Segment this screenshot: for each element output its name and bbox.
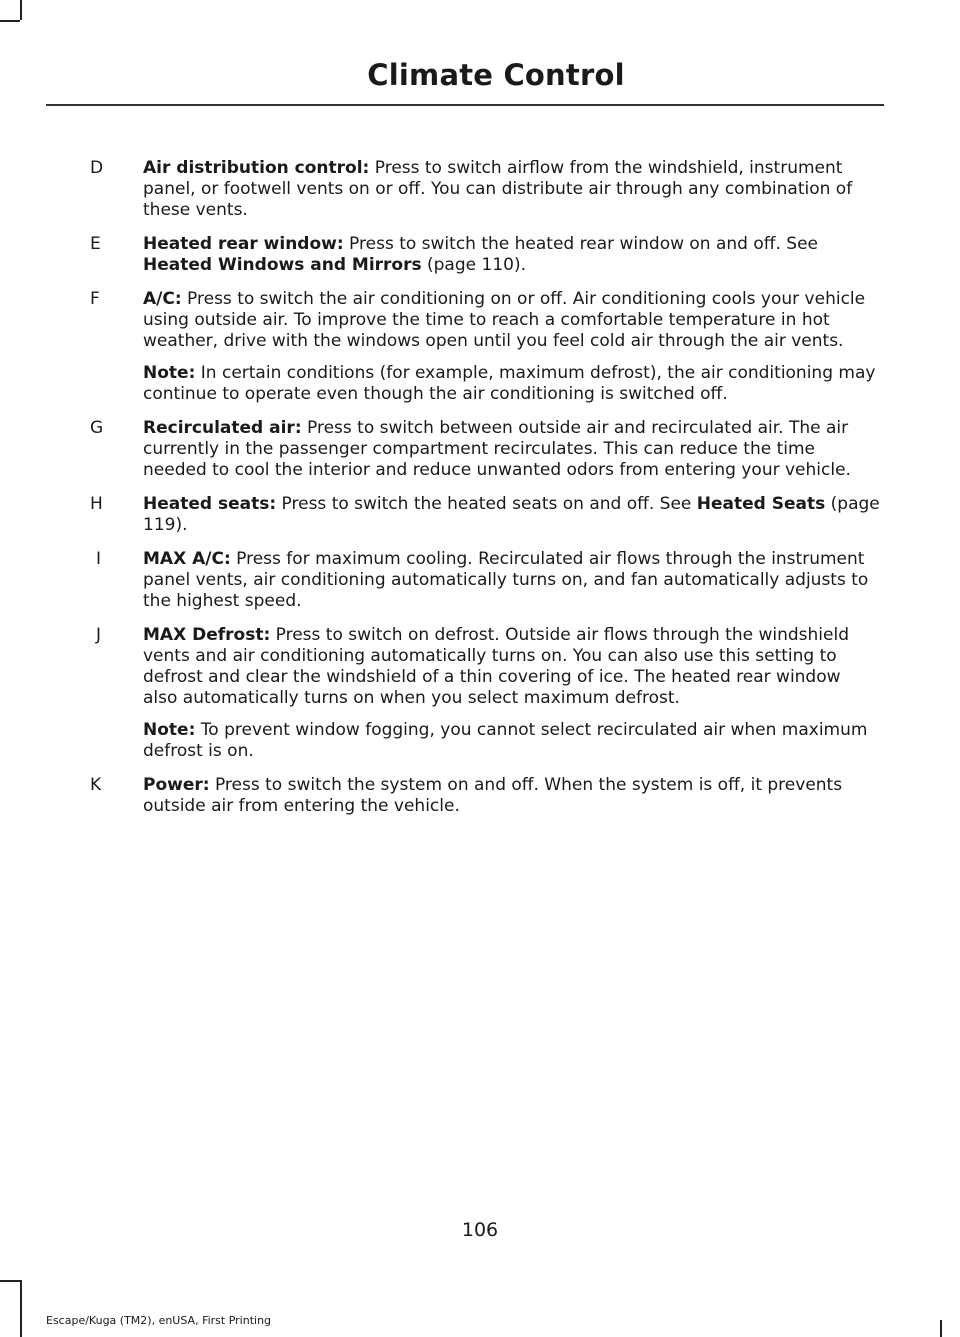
item-body bbox=[143, 625, 880, 762]
page-reference: (page 110). bbox=[421, 255, 526, 275]
crop-mark-top-left-v bbox=[20, 0, 22, 20]
page-reference: (page 119). bbox=[143, 494, 880, 535]
item-body bbox=[143, 158, 880, 221]
item-text: Press to switch the air conditioning on or off. Air conditioning cools your vehicle using outside air. To improve the time to reach a comfortable temperature in hot weather, drive with the windows open until you feel cold air through the air vents. bbox=[143, 289, 866, 351]
page-title: Climate Control bbox=[367, 58, 625, 92]
item-term: Heated rear window: bbox=[143, 234, 344, 254]
note-label: Note: bbox=[143, 720, 196, 740]
page-number: 106 bbox=[461, 1219, 499, 1241]
list-item bbox=[90, 158, 880, 221]
list-item bbox=[90, 234, 880, 276]
header-divider bbox=[46, 104, 884, 106]
item-term: MAX A/C: bbox=[143, 549, 231, 569]
item-letter: E bbox=[90, 234, 101, 254]
footer-text: Escape/Kuga (TM2), enUSA, First Printing bbox=[46, 1314, 272, 1327]
item-letter: I bbox=[96, 549, 102, 569]
item-body bbox=[143, 494, 880, 536]
list-item bbox=[90, 549, 880, 612]
item-letter: F bbox=[90, 289, 100, 309]
note-text: To prevent window fogging, you cannot select recirculated air when maximum defrost is on. bbox=[143, 720, 868, 761]
item-body bbox=[143, 289, 880, 405]
list-item bbox=[90, 775, 880, 817]
cross-reference-link[interactable]: Heated Windows and Mirrors bbox=[143, 255, 422, 275]
item-body bbox=[143, 549, 880, 612]
item-text: Press to switch airflow from the windshield, instrument panel, or footwell vents on or off. You can distribute air through any combination of these vents. bbox=[143, 158, 853, 220]
item-body bbox=[143, 418, 880, 481]
item-body bbox=[143, 775, 880, 817]
item-text: Press to switch on defrost. Outside air flows through the windshield vents and air conditioning automatically turns on. You can also use this setting to defrost and clear the windshield of a thin covering of ice. The heated rear window also automatically turns on when you select maximum defrost. bbox=[143, 625, 849, 708]
item-text: Press to switch between outside air and recirculated air. The air currently in the passenger compartment recirculates. This can reduce the time needed to cool the interior and reduce unwanted odors from entering your vehicle. bbox=[143, 418, 851, 480]
list-item bbox=[90, 289, 880, 405]
item-body bbox=[143, 234, 880, 276]
crop-mark-bottom-left-v bbox=[20, 1280, 22, 1337]
crop-mark-top-left-h bbox=[0, 20, 20, 22]
item-text: Press for maximum cooling. Recirculated air flows through the instrument panel vents, air conditioning automatically turns on, and fan automatically adjusts to the highest speed. bbox=[143, 549, 869, 611]
item-letter: G bbox=[90, 418, 104, 438]
item-term: Power: bbox=[143, 775, 210, 795]
list-item bbox=[90, 494, 880, 536]
item-term: Recirculated air: bbox=[143, 418, 302, 438]
item-letter: H bbox=[90, 494, 103, 514]
note-text: In certain conditions (for example, maximum defrost), the air conditioning may continue to operate even though the air conditioning is switched off. bbox=[143, 363, 876, 404]
crop-mark-bottom-right-v bbox=[940, 1320, 942, 1337]
crop-mark-bottom-left-h bbox=[0, 1280, 20, 1282]
item-text: Press to switch the heated rear window on and off. See bbox=[343, 234, 819, 254]
item-text: Press to switch the system on and off. When the system is off, it prevents outside air from entering the vehicle. bbox=[143, 775, 843, 816]
item-letter: J bbox=[96, 625, 102, 645]
item-text: Press to switch the heated seats on and off. See bbox=[276, 494, 697, 514]
definition-list bbox=[90, 158, 880, 830]
item-term: Heated seats: bbox=[143, 494, 277, 514]
cross-reference-link[interactable]: Heated Seats bbox=[696, 494, 826, 514]
list-item bbox=[90, 418, 880, 481]
item-term: Air distribution control: bbox=[143, 158, 370, 178]
item-letter: D bbox=[90, 158, 104, 178]
item-letter: K bbox=[90, 775, 102, 795]
item-term: MAX Defrost: bbox=[143, 625, 271, 645]
list-item bbox=[90, 625, 880, 762]
note-label: Note: bbox=[143, 363, 196, 383]
item-term: A/C: bbox=[143, 289, 182, 309]
